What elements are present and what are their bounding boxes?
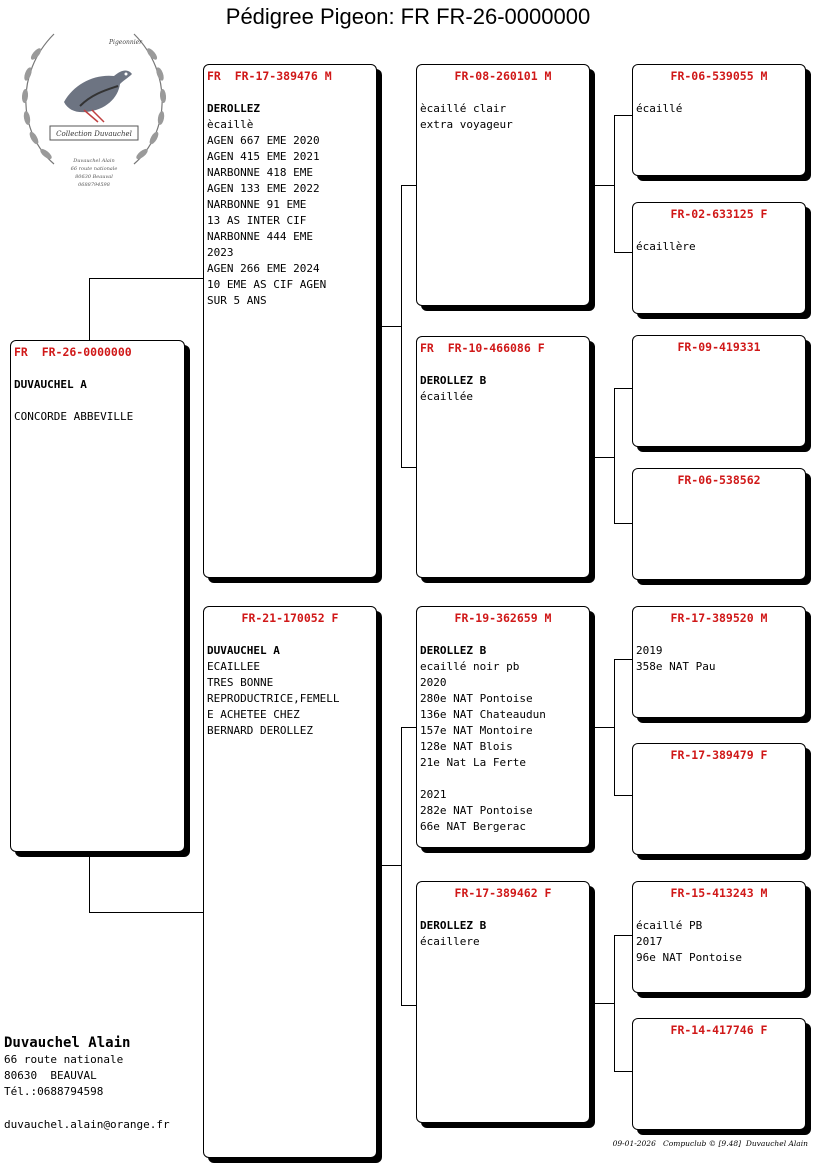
ring-number: FR-17-389520 M bbox=[670, 611, 768, 625]
grandsire-paternal-card[interactable] bbox=[416, 64, 590, 306]
detail-line: 2019 bbox=[636, 644, 663, 657]
ring-number: FR-02-633125 F bbox=[670, 207, 768, 221]
detail-line: ecaillé noir pb bbox=[420, 660, 520, 673]
detail-line: écaillère bbox=[636, 240, 696, 253]
ring-number: FR-17-389462 F bbox=[454, 886, 552, 900]
owner-email-link[interactable]: duvauchel.alain@orange.fr bbox=[4, 1118, 170, 1131]
detail-line: écaillé PB bbox=[636, 919, 703, 932]
connector bbox=[614, 935, 633, 936]
logo-phone-text: 0688794598 bbox=[78, 182, 110, 188]
page-title: Pédigree Pigeon: FR FR-26-0000000 bbox=[225, 4, 591, 29]
detail-line: CONCORDE ABBEVILLE bbox=[14, 410, 134, 423]
pigeon-details bbox=[636, 239, 802, 255]
great-grandparent-card-7[interactable] bbox=[632, 881, 806, 993]
ring-number: FR-15-413243 M bbox=[670, 886, 768, 900]
detail-line: 2020 bbox=[420, 676, 447, 689]
detail-line: DEROLLEZ B bbox=[420, 919, 487, 932]
great-grandparent-card-3[interactable] bbox=[632, 335, 806, 447]
detail-line: BERNARD DEROLLEZ bbox=[207, 724, 313, 737]
detail-line: NARBONNE 444 EME bbox=[207, 230, 313, 243]
footer-info bbox=[613, 1139, 808, 1148]
great-grandparent-card-5[interactable] bbox=[632, 606, 806, 718]
ring-number: FR FR-26-0000000 bbox=[14, 345, 132, 359]
connector bbox=[589, 457, 615, 458]
pigeon-details bbox=[636, 643, 802, 675]
connector bbox=[589, 727, 615, 728]
great-grandparent-card-4[interactable] bbox=[632, 468, 806, 580]
pigeon-details bbox=[14, 377, 181, 425]
detail-line: 13 AS INTER CIF bbox=[207, 214, 307, 227]
connector bbox=[614, 935, 615, 1072]
ring-number: FR-06-538562 bbox=[677, 473, 761, 487]
detail-line: 136e NAT Chateaudun bbox=[420, 708, 546, 721]
detail-line: SUR 5 ANS bbox=[207, 294, 267, 307]
detail-line: 2023 bbox=[207, 246, 234, 259]
detail-line: ècaillé clair bbox=[420, 102, 507, 115]
ring-number: FR-19-362659 M bbox=[454, 611, 552, 625]
grandsire-maternal-card[interactable] bbox=[416, 606, 590, 848]
connector bbox=[401, 467, 417, 468]
connector bbox=[401, 727, 402, 1006]
connector bbox=[401, 185, 417, 186]
connector bbox=[614, 1071, 633, 1072]
pigeon-details bbox=[420, 101, 586, 133]
great-grandparent-card-1[interactable] bbox=[632, 64, 806, 176]
detail-line: AGEN 266 EME 2024 bbox=[207, 262, 320, 275]
detail-line: NARBONNE 91 EME bbox=[207, 198, 307, 211]
detail-line: REPRODUCTRICE,FEMELL bbox=[207, 692, 340, 705]
pigeon-details bbox=[636, 101, 802, 117]
logo-name-text: Duvauchel Alain bbox=[73, 158, 115, 164]
detail-line: ècaillè bbox=[207, 118, 254, 131]
ring-number: FR-17-389479 F bbox=[670, 748, 768, 762]
pigeon-details bbox=[420, 373, 586, 405]
footer-software: Compuclub © [9.48] bbox=[663, 1139, 742, 1148]
owner-address-1: 66 route nationale bbox=[4, 1053, 124, 1066]
logo-banner-text: Collection Duvauchel bbox=[56, 130, 132, 138]
detail-line: écaillere bbox=[420, 935, 480, 948]
connector bbox=[401, 727, 417, 728]
connector bbox=[89, 852, 90, 913]
connector bbox=[614, 115, 633, 116]
pigeon-details bbox=[420, 643, 586, 835]
detail-line: écaillée bbox=[420, 390, 473, 403]
granddam-paternal-card[interactable] bbox=[416, 336, 590, 578]
great-grandparent-card-6[interactable] bbox=[632, 743, 806, 855]
connector bbox=[614, 523, 633, 524]
detail-line: 280e NAT Pontoise bbox=[420, 692, 533, 705]
detail-line: DUVAUCHEL A bbox=[207, 644, 280, 657]
connector bbox=[401, 185, 402, 468]
ring-number: FR-08-260101 M bbox=[454, 69, 552, 83]
pigeon-icon bbox=[64, 70, 132, 122]
connector bbox=[589, 185, 615, 186]
connector bbox=[376, 865, 402, 866]
owner-phone: Tél.:0688794598 bbox=[4, 1085, 104, 1098]
pigeon-details bbox=[420, 918, 586, 950]
ring-number: FR FR-17-389476 M bbox=[207, 69, 332, 83]
detail-line: TRES BONNE bbox=[207, 676, 274, 689]
detail-line: 21e Nat La Ferte bbox=[420, 756, 526, 769]
connector bbox=[614, 659, 633, 660]
pigeon-details bbox=[207, 643, 373, 739]
dam-card[interactable] bbox=[203, 606, 377, 1158]
subject-pigeon-card[interactable] bbox=[10, 340, 185, 852]
ring-number: FR FR-10-466086 F bbox=[420, 341, 545, 355]
ring-number: FR-14-417746 F bbox=[670, 1023, 768, 1037]
detail-line: DEROLLEZ bbox=[207, 102, 260, 115]
detail-line: DUVAUCHEL A bbox=[14, 378, 87, 391]
club-logo-wreath bbox=[14, 14, 174, 199]
detail-line: E ACHETEE CHEZ bbox=[207, 708, 300, 721]
detail-line: 358e NAT Pau bbox=[636, 660, 716, 673]
owner-block bbox=[4, 1034, 170, 1131]
detail-line bbox=[14, 393, 181, 409]
detail-line: AGEN 667 EME 2020 bbox=[207, 134, 320, 147]
ring-number: FR-21-170052 F bbox=[241, 611, 339, 625]
connector bbox=[376, 326, 402, 327]
detail-line: 96e NAT Pontoise bbox=[636, 951, 742, 964]
logo-city-text: 80630 Beauval bbox=[75, 174, 113, 180]
pigeon-details bbox=[636, 918, 802, 966]
detail-line: 66e NAT Bergerac bbox=[420, 820, 526, 833]
connector bbox=[89, 278, 204, 279]
detail-line: 2021 bbox=[420, 788, 447, 801]
ring-number: FR-09-419331 bbox=[677, 340, 761, 354]
owner-address-2: 80630 BEAUVAL bbox=[4, 1069, 97, 1082]
detail-line: extra voyageur bbox=[420, 118, 513, 131]
detail-line: 10 EME AS CIF AGEN bbox=[207, 278, 327, 291]
connector bbox=[614, 795, 633, 796]
great-grandparent-card-2[interactable] bbox=[632, 202, 806, 314]
owner-name: Duvauchel Alain bbox=[4, 1035, 131, 1051]
connector bbox=[614, 388, 633, 389]
connector bbox=[89, 912, 204, 913]
detail-line: 282e NAT Pontoise bbox=[420, 804, 533, 817]
connector bbox=[89, 278, 90, 341]
detail-line: AGEN 133 EME 2022 bbox=[207, 182, 320, 195]
connector bbox=[614, 659, 615, 796]
detail-line: ECAILLEE bbox=[207, 660, 260, 673]
connector bbox=[614, 115, 615, 253]
detail-line: 2017 bbox=[636, 935, 663, 948]
connector bbox=[589, 1003, 615, 1004]
footer-date: 09-01-2026 bbox=[612, 1139, 656, 1148]
detail-line: DEROLLEZ B bbox=[420, 374, 487, 387]
detail-line bbox=[420, 771, 586, 787]
detail-line: écaillé bbox=[636, 102, 683, 115]
connector bbox=[614, 252, 633, 253]
logo-title: Pigeonnier bbox=[109, 39, 143, 46]
detail-line: 128e NAT Blois bbox=[420, 740, 513, 753]
connector bbox=[401, 1005, 417, 1006]
pigeon-details bbox=[207, 101, 373, 309]
detail-line: NARBONNE 418 EME bbox=[207, 166, 313, 179]
logo-address-text: 66 route nationale bbox=[70, 166, 118, 172]
granddam-maternal-card[interactable] bbox=[416, 881, 590, 1123]
footer-user: Duvauchel Alain bbox=[745, 1139, 808, 1148]
detail-line: DEROLLEZ B bbox=[420, 644, 487, 657]
detail-line: 157e NAT Montoire bbox=[420, 724, 533, 737]
great-grandparent-card-8[interactable] bbox=[632, 1018, 806, 1130]
connector bbox=[614, 388, 615, 524]
detail-line: AGEN 415 EME 2021 bbox=[207, 150, 320, 163]
ring-number: FR-06-539055 M bbox=[670, 69, 768, 83]
sire-card[interactable] bbox=[203, 64, 377, 578]
